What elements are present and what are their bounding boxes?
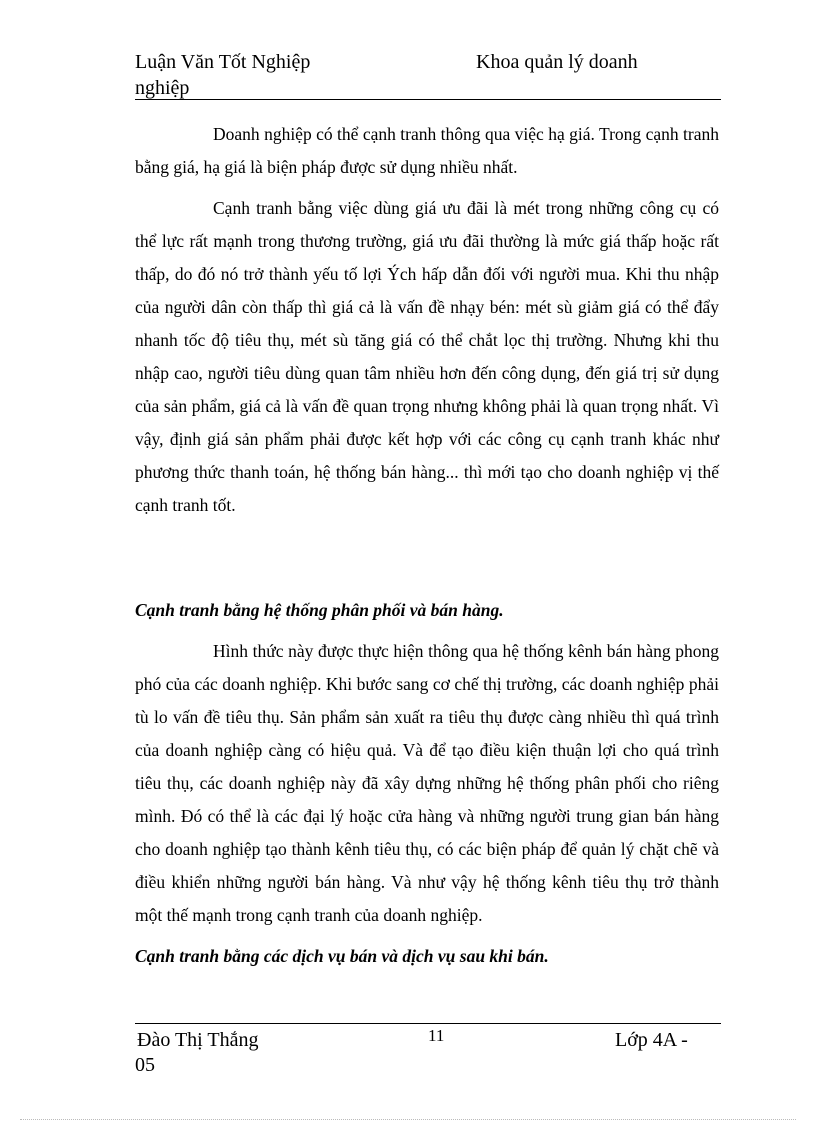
header-left-line1: Luận Văn Tốt Nghiệp bbox=[135, 51, 311, 73]
header-left-line2: nghiệp bbox=[135, 77, 190, 99]
body-section-distribution bbox=[135, 594, 719, 973]
footer-class: Lớp 4A - bbox=[615, 1029, 688, 1051]
paragraph-preferential-price: Cạnh tranh bằng việc dùng giá ưu đãi là mét trong những công cụ có thể lực rất mạnh trong thương trường, giá ưu đãi thường là mức giá thấp hoặc rất thấp, do đó nó trở thành yếu tố lợi Ých hấp dẫn đối với người mua. Khi thu nhập của người dân còn thấp thì giá cả là vấn đề nhạy bén: mét sù giảm giá có thể đẩy nhanh tốc độ tiêu thụ, mét sù tăng giá có thể chắt lọc thị trường. Nhưng khi thu nhập cao, người tiêu dùng quan tâm nhiều hơn đến công dụng, đến giá trị sử dụng của sản phẩm, giá cả là vấn đề quan trọng nhưng không phải là quan trọng nhất. Vì vậy, định giá sản phẩm phải được kết hợp với các công cụ cạnh tranh khác như phương thức thanh toán, hệ thống bán hàng... thì mới tạo cho doanh nghiệp vị thế cạnh tranh tốt. bbox=[135, 198, 719, 515]
footer-author-line2: 05 bbox=[135, 1054, 155, 1076]
footer-author: Đào Thị Thắng bbox=[137, 1029, 259, 1051]
page-number: 11 bbox=[428, 1026, 445, 1045]
body-text bbox=[135, 118, 719, 522]
header-right: Khoa quản lý doanh bbox=[476, 51, 638, 73]
section-heading-distribution: Cạnh tranh bằng hệ thống phân phối và bán hàng. bbox=[135, 600, 504, 620]
header-rule bbox=[135, 99, 721, 100]
section-heading-after-sales: Cạnh tranh bằng các dịch vụ bán và dịch vụ sau khi bán. bbox=[135, 946, 549, 966]
page-edge-divider bbox=[20, 1119, 796, 1120]
paragraph-price-reduction: Doanh nghiệp có thể cạnh tranh thông qua việc hạ giá. Trong cạnh tranh bằng giá, hạ giá là biện pháp được sử dụng nhiều nhất. bbox=[135, 124, 719, 177]
paragraph-distribution: Hình thức này được thực hiện thông qua hệ thống kênh bán hàng phong phó của các doanh nghiệp. Khi bước sang cơ chế thị trường, các doanh nghiệp phải tù lo vấn đề tiêu thụ. Sản phẩm sản xuất ra tiêu thụ được càng nhiều thì quá trình của doanh nghiệp càng có hiệu quả. Và để tạo điều kiện thuận lợi cho quá trình tiêu thụ, các doanh nghiệp này đã xây dựng những hệ thống phân phối cho riêng mình. Đó có thể là các đại lý hoặc cửa hàng và những người trung gian bán hàng cho doanh nghiệp tạo thành kênh tiêu thụ, có các biện pháp để quản lý chặt chẽ và điều khiển những người bán hàng. Và như vậy hệ thống kênh tiêu thụ trở thành một thế mạnh trong cạnh tranh của doanh nghiệp. bbox=[135, 641, 719, 925]
